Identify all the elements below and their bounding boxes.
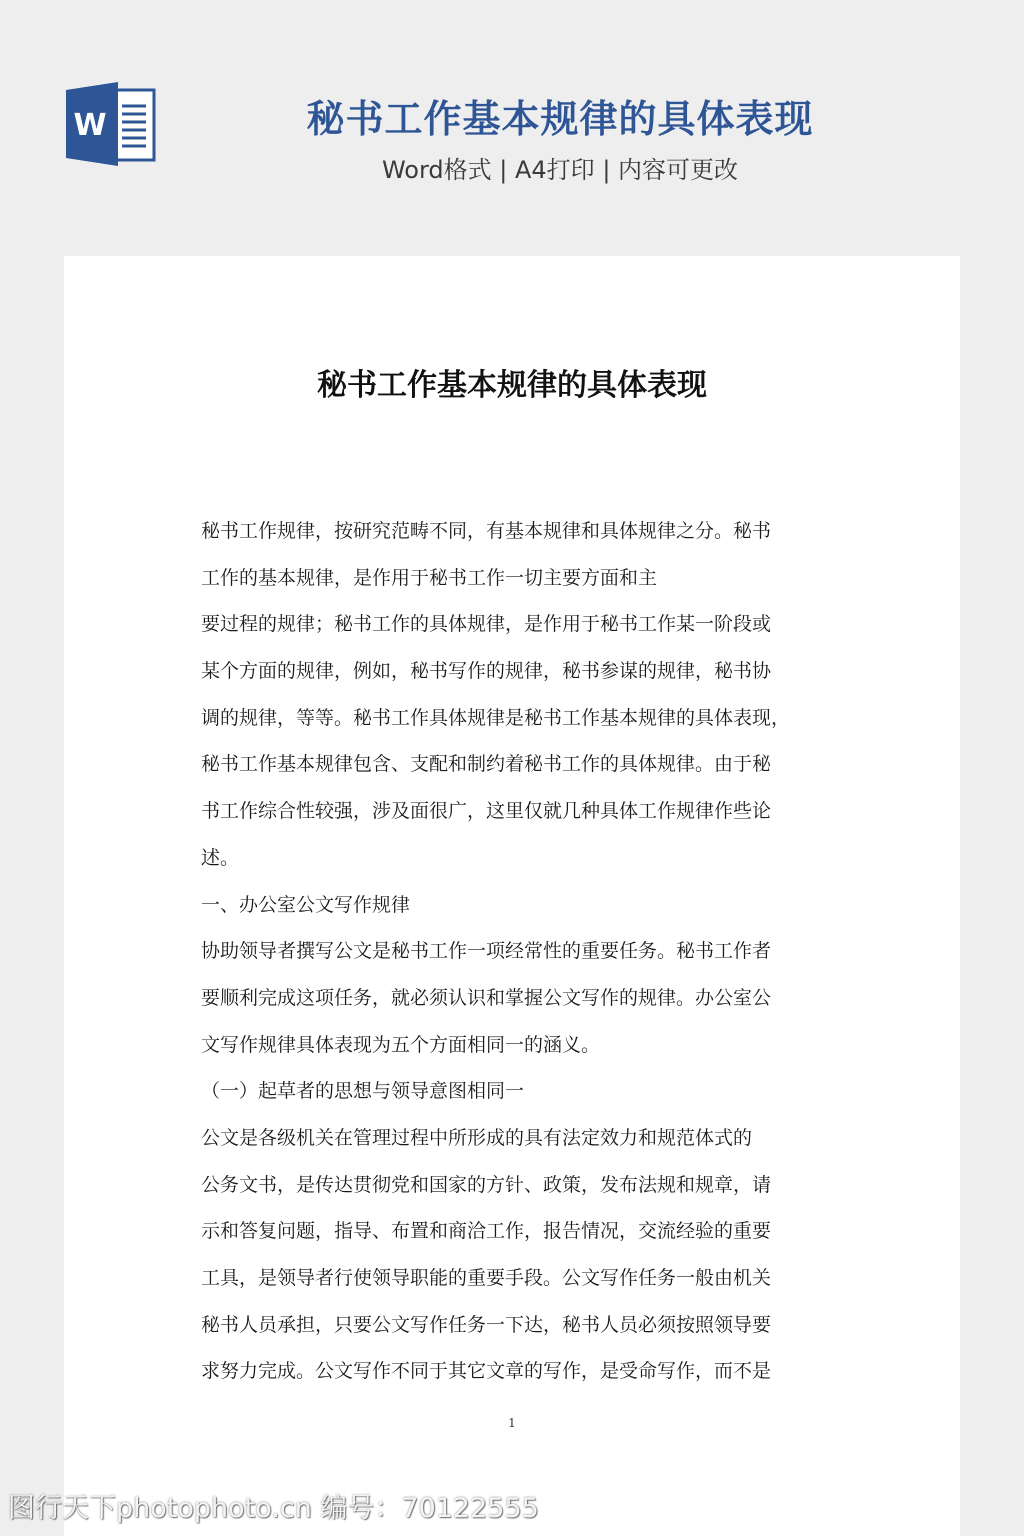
document-line: 工作的基本规律，是作用于秘书工作一切主要方面和主 bbox=[201, 566, 658, 589]
subsection-heading: （一）起草者的思想与领导意图相同一 bbox=[201, 1080, 525, 1103]
document-title: 秘书工作基本规律的具体表现 bbox=[317, 368, 707, 403]
document-line: 工具，是领导者行使领导职能的重要手段。公文写作任务一般由机关 bbox=[201, 1267, 772, 1289]
document-line: 要顺利完成这项任务，就必须认识和掌握公文写作的规律。办公室公 bbox=[201, 986, 772, 1009]
word-logo-graphic bbox=[66, 82, 156, 166]
document-line: 某个方面的规律，例如，秘书写作的规律，秘书参谋的规律，秘书协 bbox=[201, 660, 772, 683]
word-logo-letter: W bbox=[73, 108, 107, 143]
document-line: 书工作综合性较强，涉及面很广，这里仅就几种具体工作规律作些论 bbox=[201, 800, 772, 823]
document-line: 秘书工作基本规律包含、支配和制约着秘书工作的具体规律。由于秘 bbox=[201, 753, 772, 776]
header-subtitle: Word格式 | A4打印 | 内容可更改 bbox=[381, 156, 739, 184]
document-page bbox=[64, 256, 960, 1536]
document-line: 协助领导者撰写公文是秘书工作一项经常性的重要任务。秘书工作者 bbox=[201, 940, 772, 963]
document-line: 调的规律，等等。秘书工作具体规律是秘书工作基本规律的具体表现， bbox=[201, 706, 791, 729]
document-line: 秘书人员承担，只要公文写作任务一下达，秘书人员必须按照领导要 bbox=[201, 1313, 772, 1336]
document-line: 公务文书，是传达贯彻党和国家的方针、政策，发布法规和规章，请 bbox=[201, 1173, 772, 1196]
document-line: 示和答复问题，指导、布置和商洽工作，报告情况，交流经验的重要 bbox=[201, 1220, 772, 1243]
word-document-icon bbox=[66, 82, 156, 166]
document-body bbox=[201, 508, 841, 1395]
page-number: 1 bbox=[508, 1416, 516, 1430]
document-line: 文写作规律具体表现为五个方面相同一的涵义。 bbox=[201, 1033, 601, 1056]
document-line: 求努力完成。公文写作不同于其它文章的写作，是受命写作，而不是 bbox=[201, 1360, 772, 1383]
document-line: 公文是各级机关在管理过程中所形成的具有法定效力和规范体式的 bbox=[201, 1126, 753, 1149]
document-line: 述。 bbox=[201, 846, 240, 869]
document-line: 要过程的规律；秘书工作的具体规律，是作用于秘书工作某一阶段或 bbox=[201, 613, 772, 636]
section-heading: 一、办公室公文写作规律 bbox=[201, 893, 411, 916]
watermark: 图行天下photophoto.cn 编号：70122555 bbox=[8, 1493, 539, 1524]
header-title: 秘书工作基本规律的具体表现 bbox=[306, 97, 814, 141]
document-line: 秘书工作规律，按研究范畴不同，有基本规律和具体规律之分。秘书 bbox=[201, 520, 772, 542]
